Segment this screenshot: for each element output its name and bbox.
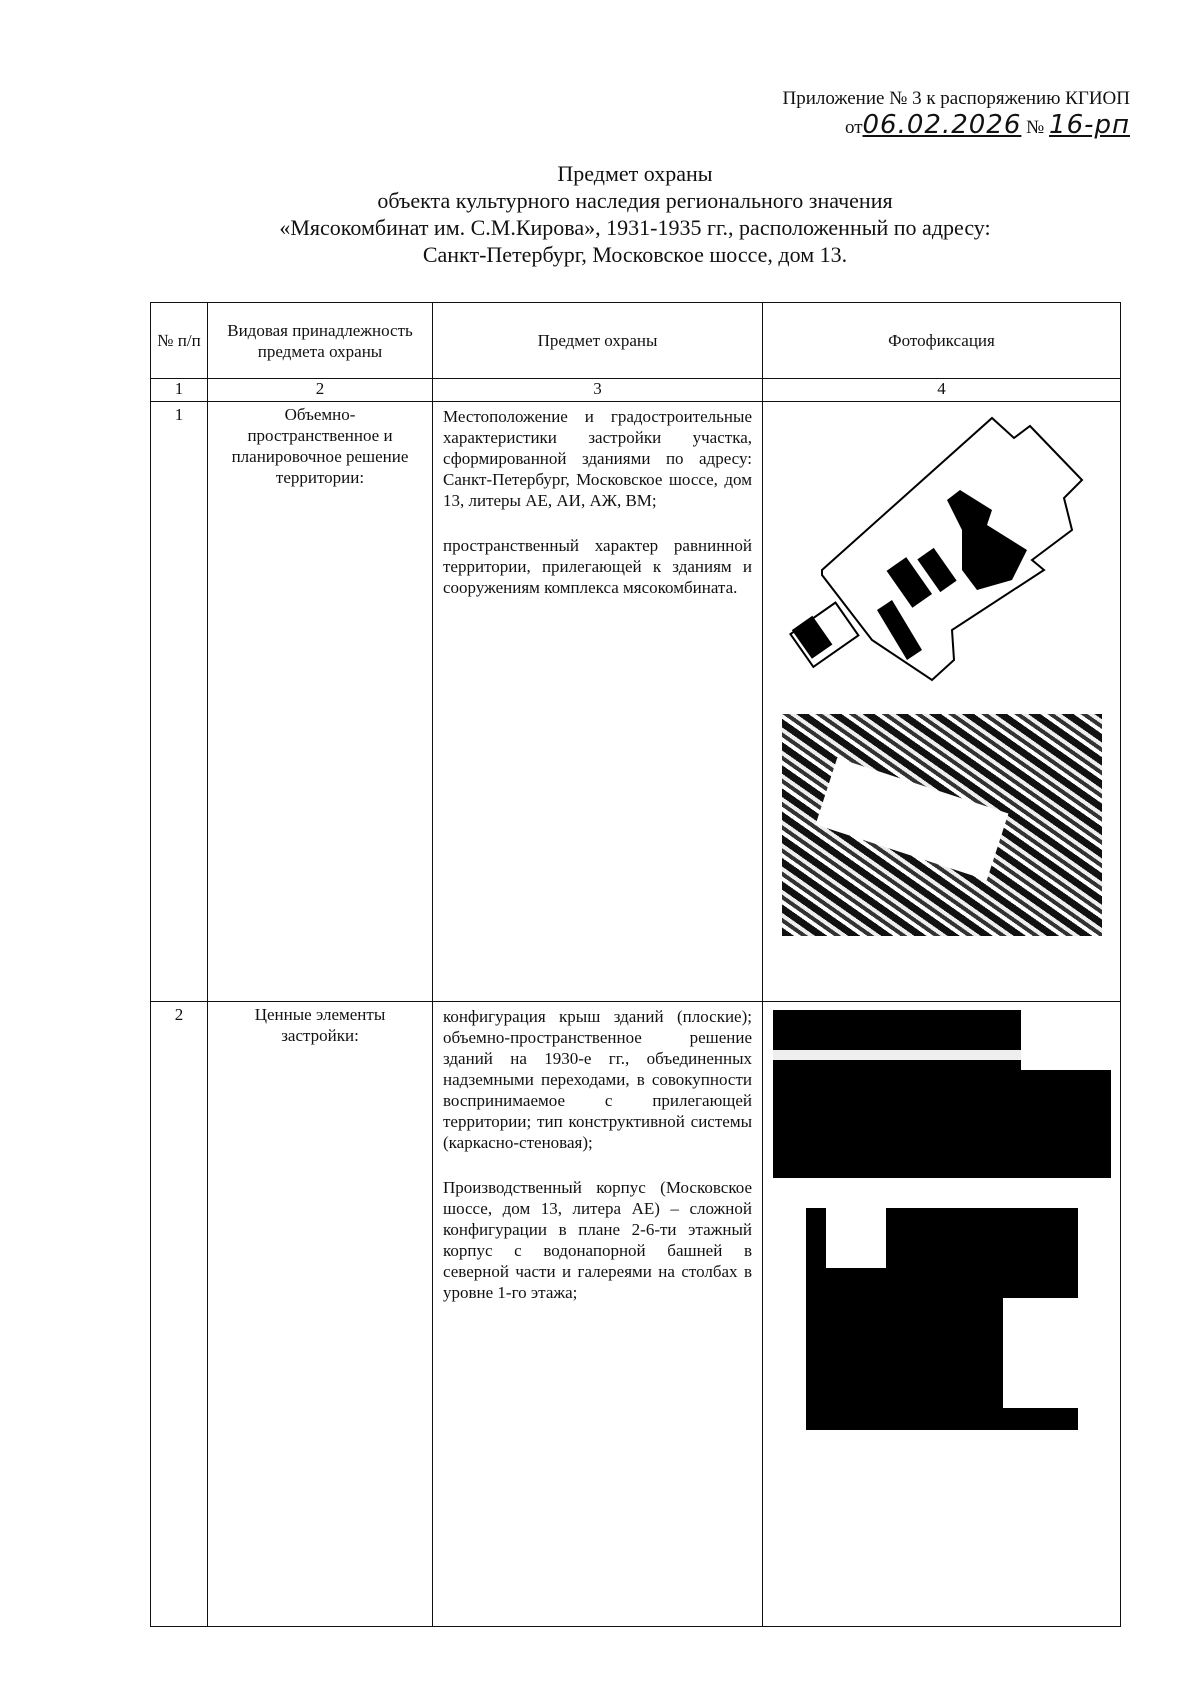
header-subject: Предмет охраны	[433, 303, 763, 379]
handwritten-number: 16-рп	[1049, 110, 1130, 140]
subject-paragraph: конфигурация крыш зданий (плоские); объемно-пространственное решение зданий на 1930-е гг., объединенных надземными переходами, в совокупности воспринимаемое с прилегающей территории; тип конструктивной системы (каркасно-стеновая);	[443, 1007, 752, 1152]
col-number: 4	[763, 379, 1121, 402]
aerial-photo	[782, 714, 1102, 936]
title-line-1: Предмет охраны	[557, 161, 713, 186]
col-number: 2	[208, 379, 433, 402]
title-line-3: «Мясокомбинат им. С.М.Кирова», 1931-1935 гг., расположенный по адресу:	[279, 215, 991, 240]
annex-header	[782, 86, 1130, 141]
row-subject	[433, 1002, 763, 1627]
building-photo	[806, 1208, 1078, 1430]
row-number: 2	[151, 1002, 208, 1627]
subject-paragraph: пространственный характер равнинной территории, прилегающей к зданиям и сооружениям комплекса мясокомбината.	[443, 536, 752, 597]
annex-line: Приложение № 3 к распоряжению КГИОП	[782, 88, 1130, 109]
header-type: Видовая принадлежность предмета охраны	[208, 303, 433, 379]
subject-paragraph: Местоположение и градостроительные характеристики застройки участка, сформированной зданиями по адресу: Санкт-Петербург, Московское шоссе, дом 13, литеры АЕ, АИ, АЖ, ВМ;	[443, 407, 752, 510]
photo-cell	[763, 402, 1121, 1002]
header-number: № п/п	[151, 303, 208, 379]
col-number: 1	[151, 379, 208, 402]
photo-cell	[763, 1002, 1121, 1627]
table-header-row	[151, 303, 1121, 379]
header-photo: Фотофиксация	[763, 303, 1121, 379]
row-number: 1	[151, 402, 208, 1002]
row-type: Объемно-пространственное и планировочное решение территории:	[208, 402, 433, 1002]
document-title	[140, 160, 1130, 268]
number-label: №	[1026, 117, 1045, 138]
title-line-4: Санкт-Петербург, Московское шоссе, дом 13.	[422, 242, 848, 267]
annex-date-line	[782, 112, 1130, 141]
subject-paragraph: Производственный корпус (Московское шоссе, дом 13, литера АЕ) – сложной конфигурации в плане 2-6-ти этажный корпус с водонапорной башней в северной части и галереями на столбах в уровне 1-го этажа;	[443, 1178, 752, 1302]
col-number: 3	[433, 379, 763, 402]
table-row	[151, 402, 1121, 1002]
row-subject	[433, 402, 763, 1002]
title-line-2: объекта культурного наследия регионального значения	[377, 188, 893, 213]
handwritten-date: 06.02.2026	[862, 110, 1022, 140]
protection-table	[150, 302, 1121, 1627]
column-number-row	[151, 379, 1121, 402]
site-plan-image	[782, 410, 1102, 700]
table-row	[151, 1002, 1121, 1627]
date-prefix: от	[844, 117, 863, 138]
row-type: Ценные элементы застройки:	[208, 1002, 433, 1627]
roof-photo	[773, 1010, 1111, 1178]
